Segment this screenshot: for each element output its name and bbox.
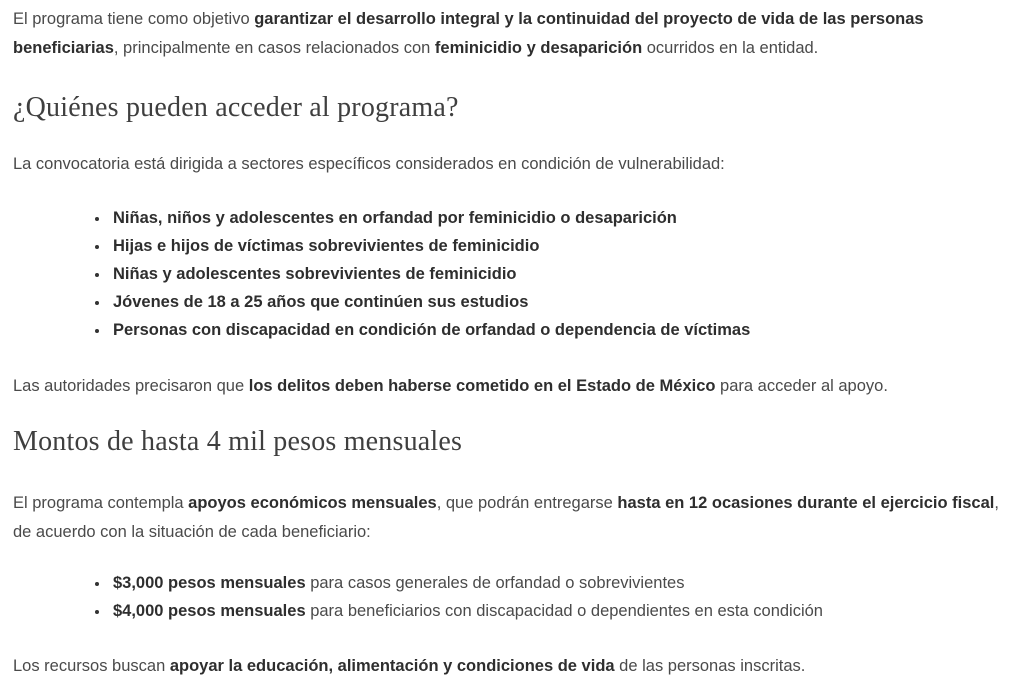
list-item (110, 597, 1003, 625)
list-item (110, 316, 1003, 344)
list-item (110, 232, 1003, 260)
intro-paragraph (13, 5, 1003, 63)
bold-text-run: Niñas y adolescentes sobrevivientes de feminicidio (113, 265, 517, 283)
text-run: de las personas inscritas. (614, 657, 806, 675)
text-run: Las autoridades precisaron que (13, 377, 249, 395)
bold-text-run: Hijas e hijos de víctimas sobrevivientes de feminicidio (113, 237, 540, 255)
text-run: para casos generales de orfandad o sobrevivientes (305, 574, 685, 592)
list-item (110, 288, 1003, 316)
bold-text-run: garantizar el desarrollo integral y la continuidad del proyecto de vida de las personas beneficiarias (13, 10, 924, 57)
bold-text-run: $4,000 pesos mensuales (113, 602, 306, 620)
bold-text-run: Jóvenes de 18 a 25 años que continúen sus estudios (113, 293, 529, 311)
eligibility-intro-paragraph (13, 150, 1003, 179)
requirement-paragraph (13, 372, 1003, 401)
list-item (110, 204, 1003, 232)
text-run: , que podrán entregarse (436, 494, 618, 512)
text-run: El programa contempla (13, 494, 189, 512)
bold-text-run: feminicidio y desaparición (434, 39, 643, 57)
text-run: La convocatoria está dirigida a sectores específicos considerados en condición de vulnerabilidad: (13, 155, 725, 173)
text-run: ocurridos en la entidad. (642, 39, 819, 57)
list-item (110, 569, 1003, 597)
bold-text-run: los delitos deben haberse cometido en el Estado de México (248, 377, 716, 395)
text-run: para beneficiarios con discapacidad o dependientes en esta condición (305, 602, 823, 620)
article-body (0, 5, 1024, 681)
list-item (110, 260, 1003, 288)
text-run: Los recursos buscan (13, 657, 170, 675)
text-run: para acceder al apoyo. (715, 377, 888, 395)
text-run: , de acuerdo con la situación de cada beneficiario: (13, 494, 999, 541)
bold-text-run: apoyos económicos mensuales (188, 494, 437, 512)
beneficiaries-list (13, 204, 1003, 344)
amounts-list (13, 569, 1003, 625)
section-heading-access: ¿Quiénes pueden acceder al programa? (13, 92, 459, 123)
bold-text-run: Personas con discapacidad en condición de orfandad o dependencia de víctimas (113, 321, 751, 339)
section-heading-amounts: Montos de hasta 4 mil pesos mensuales (13, 426, 463, 457)
bold-text-run: apoyar la educación, alimentación y condiciones de vida (169, 657, 615, 675)
text-run: , principalmente en casos relacionados con (113, 39, 435, 57)
bold-text-run: hasta en 12 ocasiones durante el ejercicio fiscal (617, 494, 995, 512)
bold-text-run: $3,000 pesos mensuales (113, 574, 306, 592)
amounts-intro-paragraph (13, 489, 1003, 547)
closing-paragraph (13, 652, 1003, 681)
bold-text-run: Niñas, niños y adolescentes en orfandad por feminicidio o desaparición (113, 209, 677, 227)
text-run: El programa tiene como objetivo (13, 10, 255, 28)
